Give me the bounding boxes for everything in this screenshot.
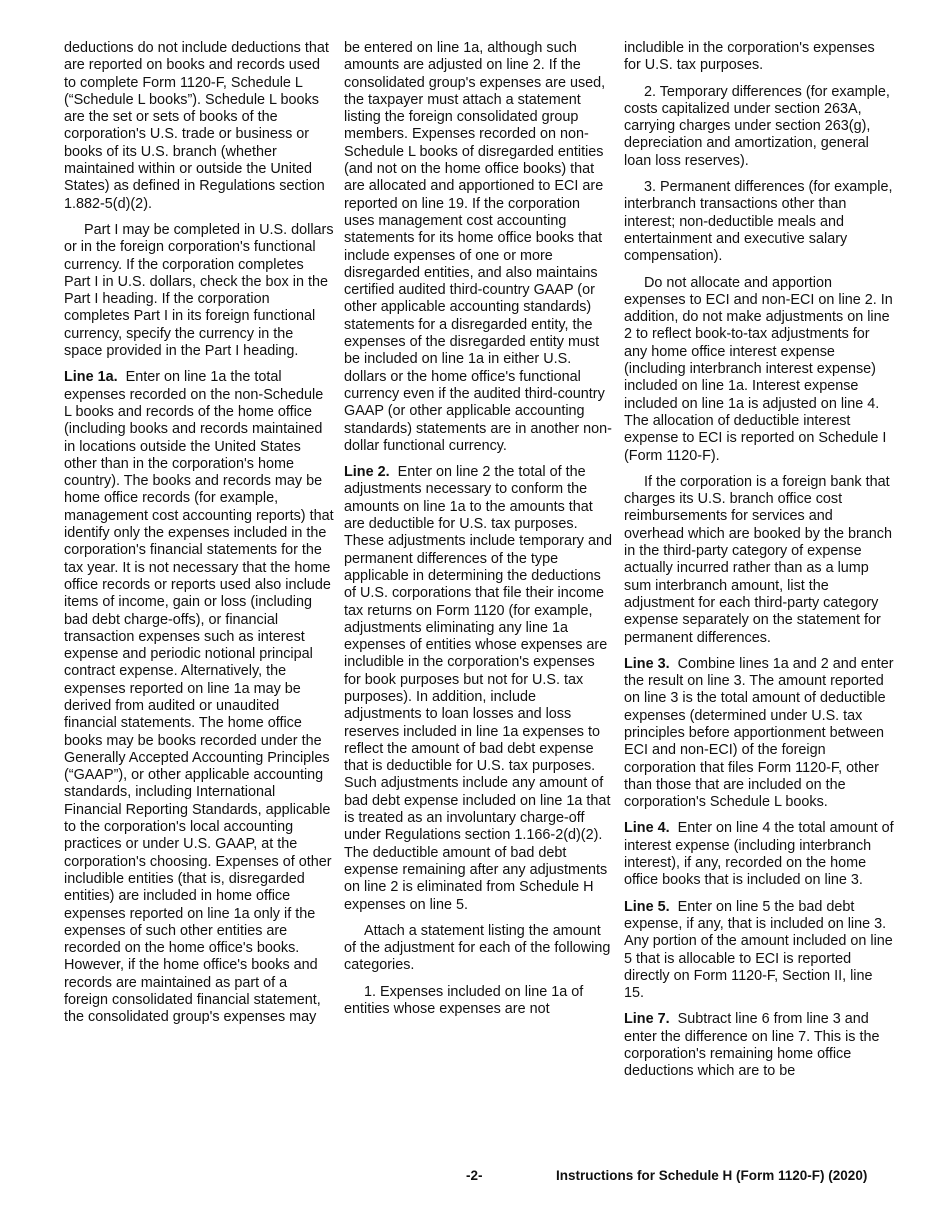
text-column-1 [64, 40, 334, 1036]
text-column-3 [624, 40, 894, 1090]
section-text: Combine lines 1a and 2 and enter the result on line 3. The amount reported on line 3 is the total amount of deductible expenses (determined under U.S. tax principles before apportionment between ECI and non-ECI) of the foreign corporation that files Form 1120-F, other than those that are included on the corporation's Schedule L books. [624, 655, 894, 811]
footer-title: Instructions for Schedule H (Form 1120-F) (2020) [556, 1168, 868, 1183]
section-text: Enter on line 1a the total expenses recorded on the non-Schedule L books and records of the home office (including books and records maintained in locations outside the United States other than in the corporation's home country). The books and records may be home office records (for example, management cost accounting reports) that identify only the expenses included in the corporation's financial statements for the tax year. It is not necessary that the home office records or reports used also include items of income, gain or loss (including bad debt charge-offs), or financial transaction expenses such as interest expense and periodic notional principal contract expense. Alternatively, the expenses reported on line 1a may be derived from audited or unaudited financial statements. The home office books may be books recorded under the Generally Accepted Accounting Principles (“GAAP”), or other applicable accounting standards, including International Financial Reporting Standards, applicable to the corporation's local accounting practices or under U.S. GAAP, at the corporation's choosing. Expenses of other includible entities (that is, disregarded entities) are included in home office expenses reported on line 1a only if the expenses of such other entities are recorded on the home office's books. However, if the home office's books and records are maintained as part of a foreign consolidated financial statement, the consolidated group's expenses may [64, 369, 334, 1026]
section-heading: Line 1a. [64, 369, 118, 386]
body-paragraph: Attach a statement listing the amount of the adjustment for each of the following categories. [344, 922, 611, 974]
body-paragraph: If the corporation is a foreign bank that charges its U.S. branch office cost reimbursements for services and overhead which are booked by the branch in the third-party category of expense actually incurred rather than as a lump sum interbranch amount, list the adjustment for each third-party category expense separately on the statement for permanent differences. [624, 473, 893, 646]
section-paragraph [624, 899, 894, 1003]
section-text: Enter on line 4 the total amount of interest expense (including interbranch interest), if any, recorded on the home office books that is included on line 3. [624, 820, 894, 889]
body-paragraph: deductions do not include deductions that are reported on books and records used to complete Form 1120-F, Schedule L (“Schedule L books”). Schedule L books are the set or sets of books of the corporation's U.S. trade or business or books of its U.S. branch (whether maintained within or outside the United States) as defined in Regulations section 1.882-5(d)(2). [64, 40, 329, 212]
section-heading: Line 2. [344, 464, 390, 481]
section-text: Subtract line 6 from line 3 and enter the difference on line 7. This is the corporation's remaining home office deductions which are to be [624, 1011, 880, 1080]
body-paragraph: Do not allocate and apportion expenses to ECI and non-ECI on line 2. In addition, do not make adjustments on line 2 to reflect book-to-tax adjustments for any home office interest expense (including interbranch interest expense) included on line 1a. Interest expense included on line 1a is adjusted on line 4. The allocation of deductible interest expense to ECI is reported on Schedule I (Form 1120-F). [624, 274, 893, 464]
section-paragraph [624, 656, 894, 812]
section-heading: Line 7. [624, 1011, 670, 1028]
section-heading: Line 4. [624, 820, 670, 837]
body-paragraph: includible in the corporation's expenses for U.S. tax purposes. [624, 40, 875, 74]
section-heading: Line 3. [624, 655, 670, 672]
section-paragraph [64, 369, 334, 1026]
section-heading: Line 5. [624, 898, 670, 915]
section-paragraph [624, 820, 894, 889]
body-paragraph: 2. Temporary differences (for example, costs capitalized under section 263A, carrying charges under section 263(g), depreciation and amortization, general loan loss reserves). [624, 83, 890, 169]
section-paragraph [344, 464, 614, 914]
text-column-2 [344, 40, 614, 1027]
section-text: Enter on line 2 the total of the adjustments necessary to conform the amounts on line 1a to the amounts that are deductible for U.S. tax purposes. These adjustments include temporary and permanent differences of the type applicable in determining the deductions of U.S. corporations that file their income tax returns on Form 1120 (for example, adjustments eliminating any line 1a expenses of entities whose expenses are includible in the corporation's expenses for book purposes but not for U.S. tax purposes). In addition, include adjustments to loan losses and loss reserves included in line 1a expenses to reflect the amount of bad debt expense that is deductible for U.S. tax purposes. Such adjustments include any amount of bad debt expense included on line 1a that is treated as an involuntary charge-off under Regulations section 1.166-2(d)(2). The deductible amount of bad debt expense remaining after any adjustments on line 2 is eliminated from Schedule H expenses on line 5. [344, 464, 612, 913]
section-paragraph [624, 1011, 894, 1080]
body-paragraph: 3. Permanent differences (for example, interbranch transactions other than interest; non-deductible meals and entertainment and executive salary compensation). [624, 179, 893, 265]
body-paragraph: be entered on line 1a, although such amounts are adjusted on line 2. If the consolidated group's expenses are used, the taxpayer must attach a statement listing the foreign consolidated group members. Expenses recorded on non-Schedule L books of disregarded entities (and not on the home office books) that are allocated and apportioned to ECI are reported on line 19. If the corporation uses management cost accounting statements for its home office books that include expenses of one or more disregarded entities, and also maintains certified audited third-country GAAP (or other applicable accounting standards) statements for a disregarded entity, the expenses of the disregarded entity must be included on line 1a in either U.S. dollars or the home office's functional currency even if the audited third-country GAAP (or other applicable accounting standards) statements are in another non-dollar functional currency. [344, 40, 612, 454]
body-paragraph: 1. Expenses included on line 1a of entities whose expenses are not [344, 983, 584, 1018]
section-text: Enter on line 5 the bad debt expense, if any, that is included on line 3. Any portion of the amount included on line 5 that is allocable to ECI is reported directly on Form 1120-F, Section II, line 15. [624, 898, 893, 1002]
page-number: -2- [466, 1168, 483, 1183]
body-paragraph: Part I may be completed in U.S. dollars or in the foreign corporation's functional currency. If the corporation completes Part I in U.S. dollars, check the box in the Part I heading. If the corporation completes Part I in its foreign functional currency, specify the currency in the space provided in the Part I heading. [64, 221, 334, 360]
